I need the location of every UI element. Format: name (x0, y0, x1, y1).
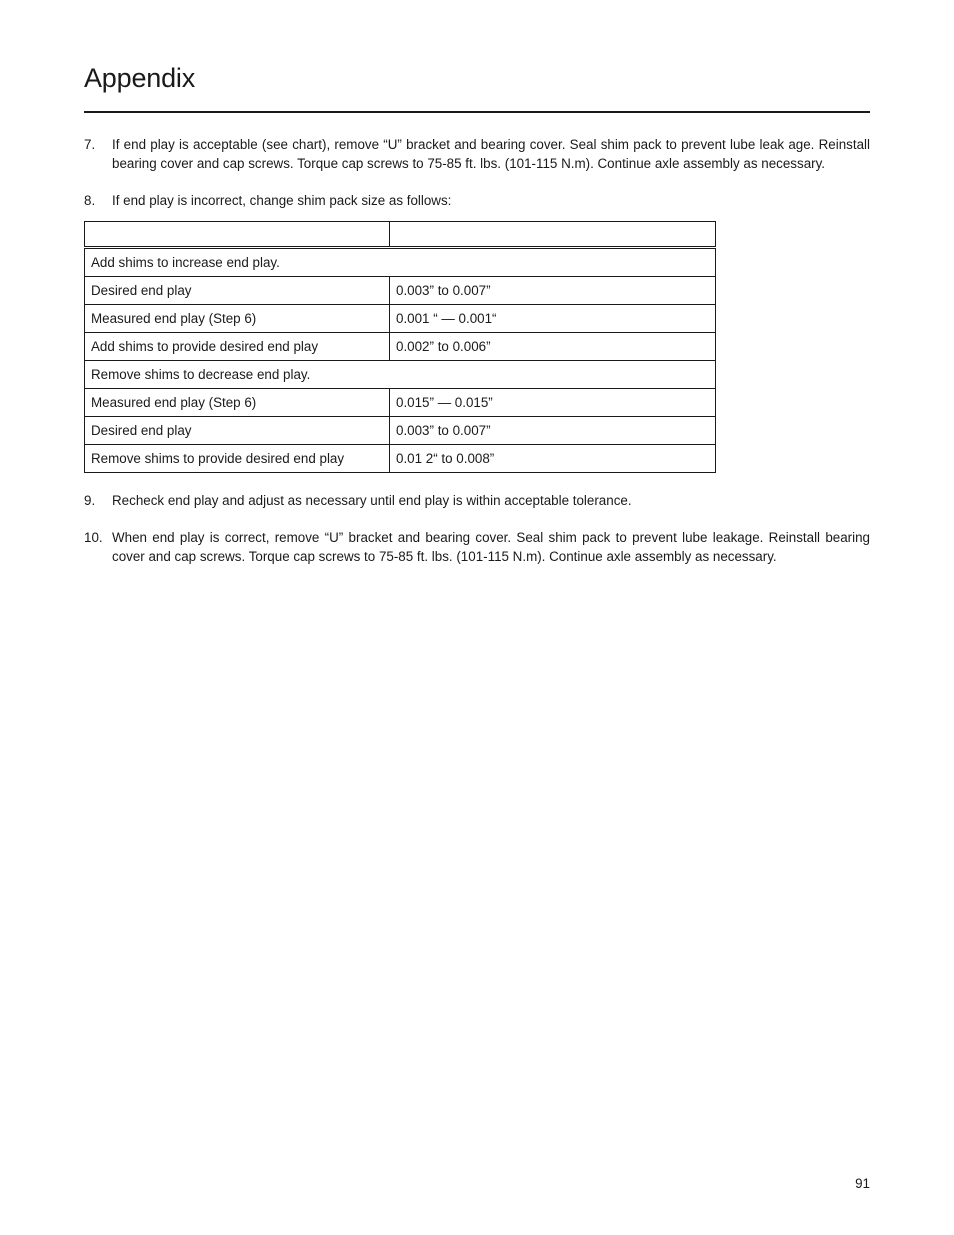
table-section-row (85, 361, 716, 389)
table-header-row (85, 222, 716, 248)
table-row (85, 389, 716, 417)
section-label-increase: Add shims to increase end play. (85, 248, 716, 277)
table-header-cell (85, 222, 390, 248)
row-label: Measured end play (Step 6) (85, 389, 390, 417)
row-value: 0.01 2“ to 0.008” (390, 445, 716, 473)
page-number: 91 (855, 1176, 870, 1191)
step-text: If end play is incorrect, change shim pack size as follows: (112, 193, 452, 208)
row-label: Measured end play (Step 6) (85, 305, 390, 333)
step-text: Recheck end play and adjust as necessary until end play is within acceptable tolerance. (112, 493, 632, 508)
row-label: Desired end play (85, 277, 390, 305)
step-8 (84, 191, 870, 210)
table-row (85, 417, 716, 445)
page-title: Appendix (84, 63, 195, 93)
step-number: 7. (84, 137, 96, 152)
step-number: 10. (84, 530, 103, 545)
row-value: 0.001 “ — 0.001“ (390, 305, 716, 333)
step-10 (84, 528, 870, 566)
title-divider (84, 111, 870, 113)
table-row (85, 333, 716, 361)
row-label: Remove shims to provide desired end play (85, 445, 390, 473)
step-9 (84, 491, 870, 510)
table-header-cell (390, 222, 716, 248)
step-text: When end play is correct, remove “U” bracket and bearing cover. Seal shim pack to prevent lube leakage. Reinstall bearing cover and cap screws. Torque cap screws to 75-85 ft. lbs. (101-115 N.m). Continue axle assembly as necessary. (112, 530, 870, 564)
table-row (85, 277, 716, 305)
table-row (85, 445, 716, 473)
row-value: 0.015” — 0.015” (390, 389, 716, 417)
section-label-decrease: Remove shims to decrease end play. (85, 361, 716, 389)
row-value: 0.002” to 0.006” (390, 333, 716, 361)
row-value: 0.003” to 0.007” (390, 417, 716, 445)
row-value: 0.003” to 0.007” (390, 277, 716, 305)
row-label: Desired end play (85, 417, 390, 445)
table-section-row (85, 248, 716, 277)
shim-adjustment-table (84, 221, 716, 473)
step-number: 8. (84, 193, 96, 208)
step-7 (84, 135, 870, 173)
row-label: Add shims to provide desired end play (85, 333, 390, 361)
step-text: If end play is acceptable (see chart), remove “U” bracket and bearing cover. Seal shim pack to prevent lube leak age. Reinstall bearing cover and cap screws. Torque cap screws to 75-85 ft. lbs. (101-115 N.m). Continue axle assembly as necessary. (112, 137, 870, 171)
table-row (85, 305, 716, 333)
step-number: 9. (84, 493, 96, 508)
